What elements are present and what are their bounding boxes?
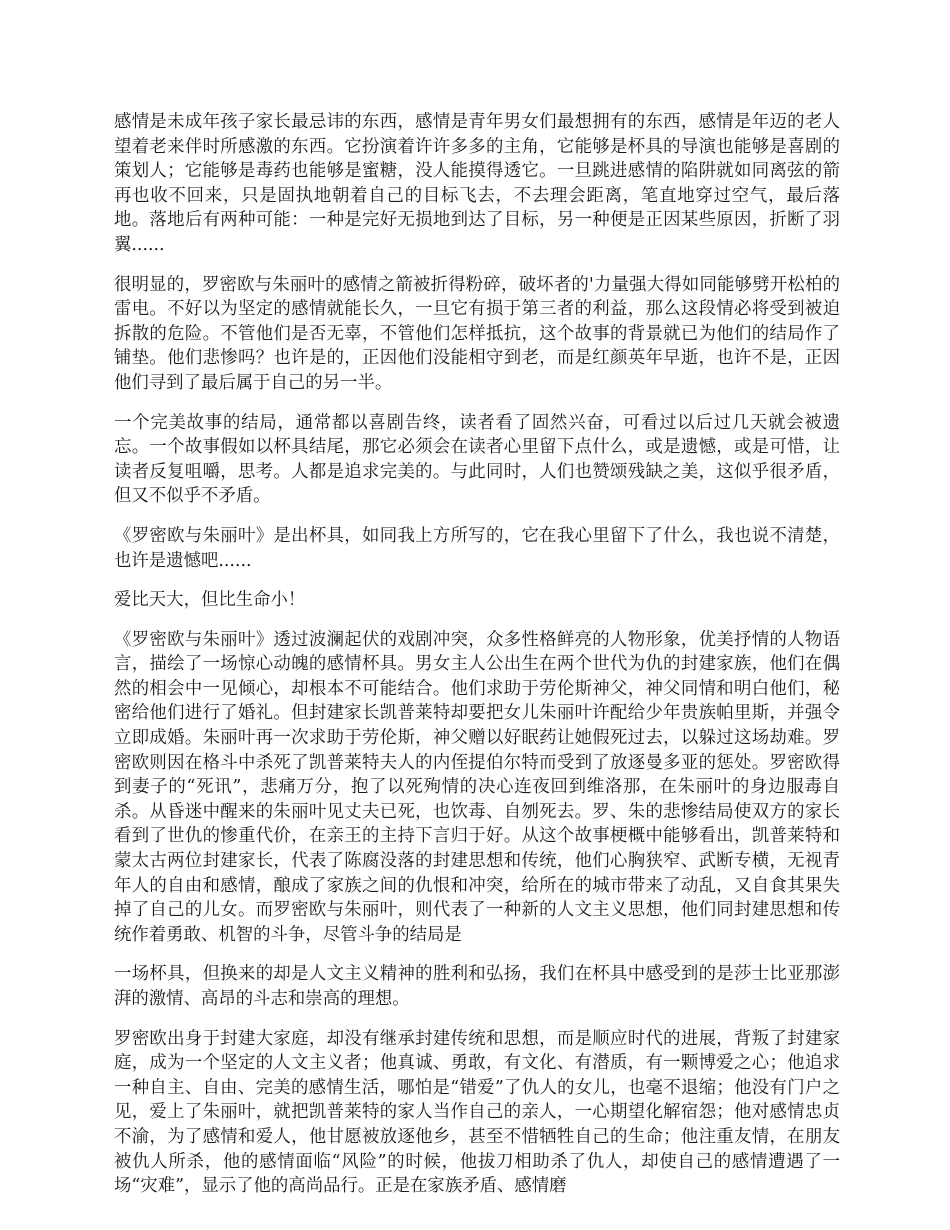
paragraph: 感情是未成年孩子家长最忌讳的东西，感情是青年男女们最想拥有的东西，感情是年迈的老人望着老来伴时所感激的东西。它扮演着许许多多的主角，它能够是杯具的导演也能够是喜剧的策划人；它能够是毒药也能够是蜜糖，没人能摸得透它。一旦跳进感情的陷阱就如同离弦的箭再也收不回来，只是固执地朝着自己的目标飞去，不去理会距离，笔直地穿过空气，最后落地。落地后有两种可能：一种是完好无损地到达了目标，另一种便是正因某些原因，折断了羽翼......: [114, 112, 840, 255]
paragraph: 一场杯具，但换来的却是人文主义精神的胜利和弘扬，我们在杯具中感受到的是莎士比亚那澎湃的激情、高昂的斗志和崇高的理想。: [114, 964, 840, 1009]
paragraph: 《罗密欧与朱丽叶》透过波澜起伏的戏剧冲突，众多性格鲜亮的人物形象，优美抒情的人物语言，描绘了一场惊心动魄的感情杯具。男女主人公出生在两个世代为仇的封建家族，他们在偶然的相会中一见倾心，却根本不可能结合。他们求助于劳伦斯神父，神父同情和明白他们，秘密给他们进行了婚礼。但封建家长凯普莱特却要把女儿朱丽叶许配给少年贵族帕里斯，并强令立即成婚。朱丽叶再一次求助于劳伦斯，神父赠以好眠药让她假死过去，以躲过这场劫难。罗密欧则因在格斗中杀死了凯普莱特夫人的内侄提伯尔特而受到了放逐曼多亚的惩处。罗密欧得到妻子的“死讯”，悲痛万分，抱了以死殉情的决心连夜回到维洛那，在朱丽叶的身边服毒自杀。从昏迷中醒来的朱丽叶见丈夫已死，也饮毒、自刎死去。罗、朱的悲惨结局使双方的家长看到了世仇的惨重代价，在亲王的主持下言归于好。从这个故事梗概中能够看出，凯普莱特和蒙太古两位封建家长，代表了陈腐没落的封建思想和传统，他们心胸狭窄、武断专横，无视青年人的自由和感情，酿成了家族之间的仇恨和冲突，给所在的城市带来了动乱，又自食其果失掉了自己的儿女。而罗密欧与朱丽叶，则代表了一种新的人文主义思想，他们同封建思想和传统作着勇敢、机智的斗争，尽管斗争的结局是: [114, 629, 840, 945]
paragraph: 很明显的，罗密欧与朱丽叶的感情之箭被折得粉碎，破坏者的'力量强大得如同能够劈开松柏的雷电。不好以为坚定的感情就能长久，一旦它有损于第三者的利益，那么这段情必将受到被迫拆散的危险。不管他们是否无辜，不管他们怎样抵抗，这个故事的背景就已为他们的结局作了铺垫。他们悲惨吗？也许是的，正因他们没能相守到老，而是红颜英年早逝，也许不是，正因他们寻到了最后属于自己的另一半。: [114, 274, 840, 393]
paragraph: 罗密欧出身于封建大家庭，却没有继承封建传统和思想，而是顺应时代的进展，背叛了封建家庭，成为一个坚定的人文主义者；他真诚、勇敢，有文化、有潜质，有一颗博爱之心；他追求一种自主、自由、完美的感情生活，哪怕是“错爱”了仇人的女儿，也毫不退缩；他没有门户之见，爱上了朱丽叶，就把凯普莱特的家人当作自己的亲人，一心期望化解宿怨；他对感情忠贞不渝，为了感情和爱人，他甘愿被放逐他乡，甚至不惜牺牲自己的生命；他注重友情，在朋友被仇人所杀，他的感情面临“风险”的时候，他拔刀相助杀了仇人，却使自己的感情遭遇了一场“灾难”，显示了他的高尚品行。正是在家族矛盾、感情磨: [114, 1028, 840, 1197]
paragraph: 一个完美故事的结局，通常都以喜剧告终，读者看了固然兴奋，可看过以后过几天就会被遗忘。一个故事假如以杯具结尾，那它必须会在读者心里留下点什么，或是遗憾，或是可惜，让读者反复咀嚼，思考。人都是追求完美的。与此同时，人们也赞颂残缺之美，这似乎很矛盾，但又不似乎不矛盾。: [114, 412, 840, 507]
paragraph: 爱比天大，但比生命小！: [114, 590, 306, 611]
paragraph: 《罗密欧与朱丽叶》是出杯具，如同我上方所写的，它在我心里留下了什么，我也说不清楚，也许是遗憾吧......: [114, 525, 840, 571]
document-body: [114, 110, 840, 1214]
